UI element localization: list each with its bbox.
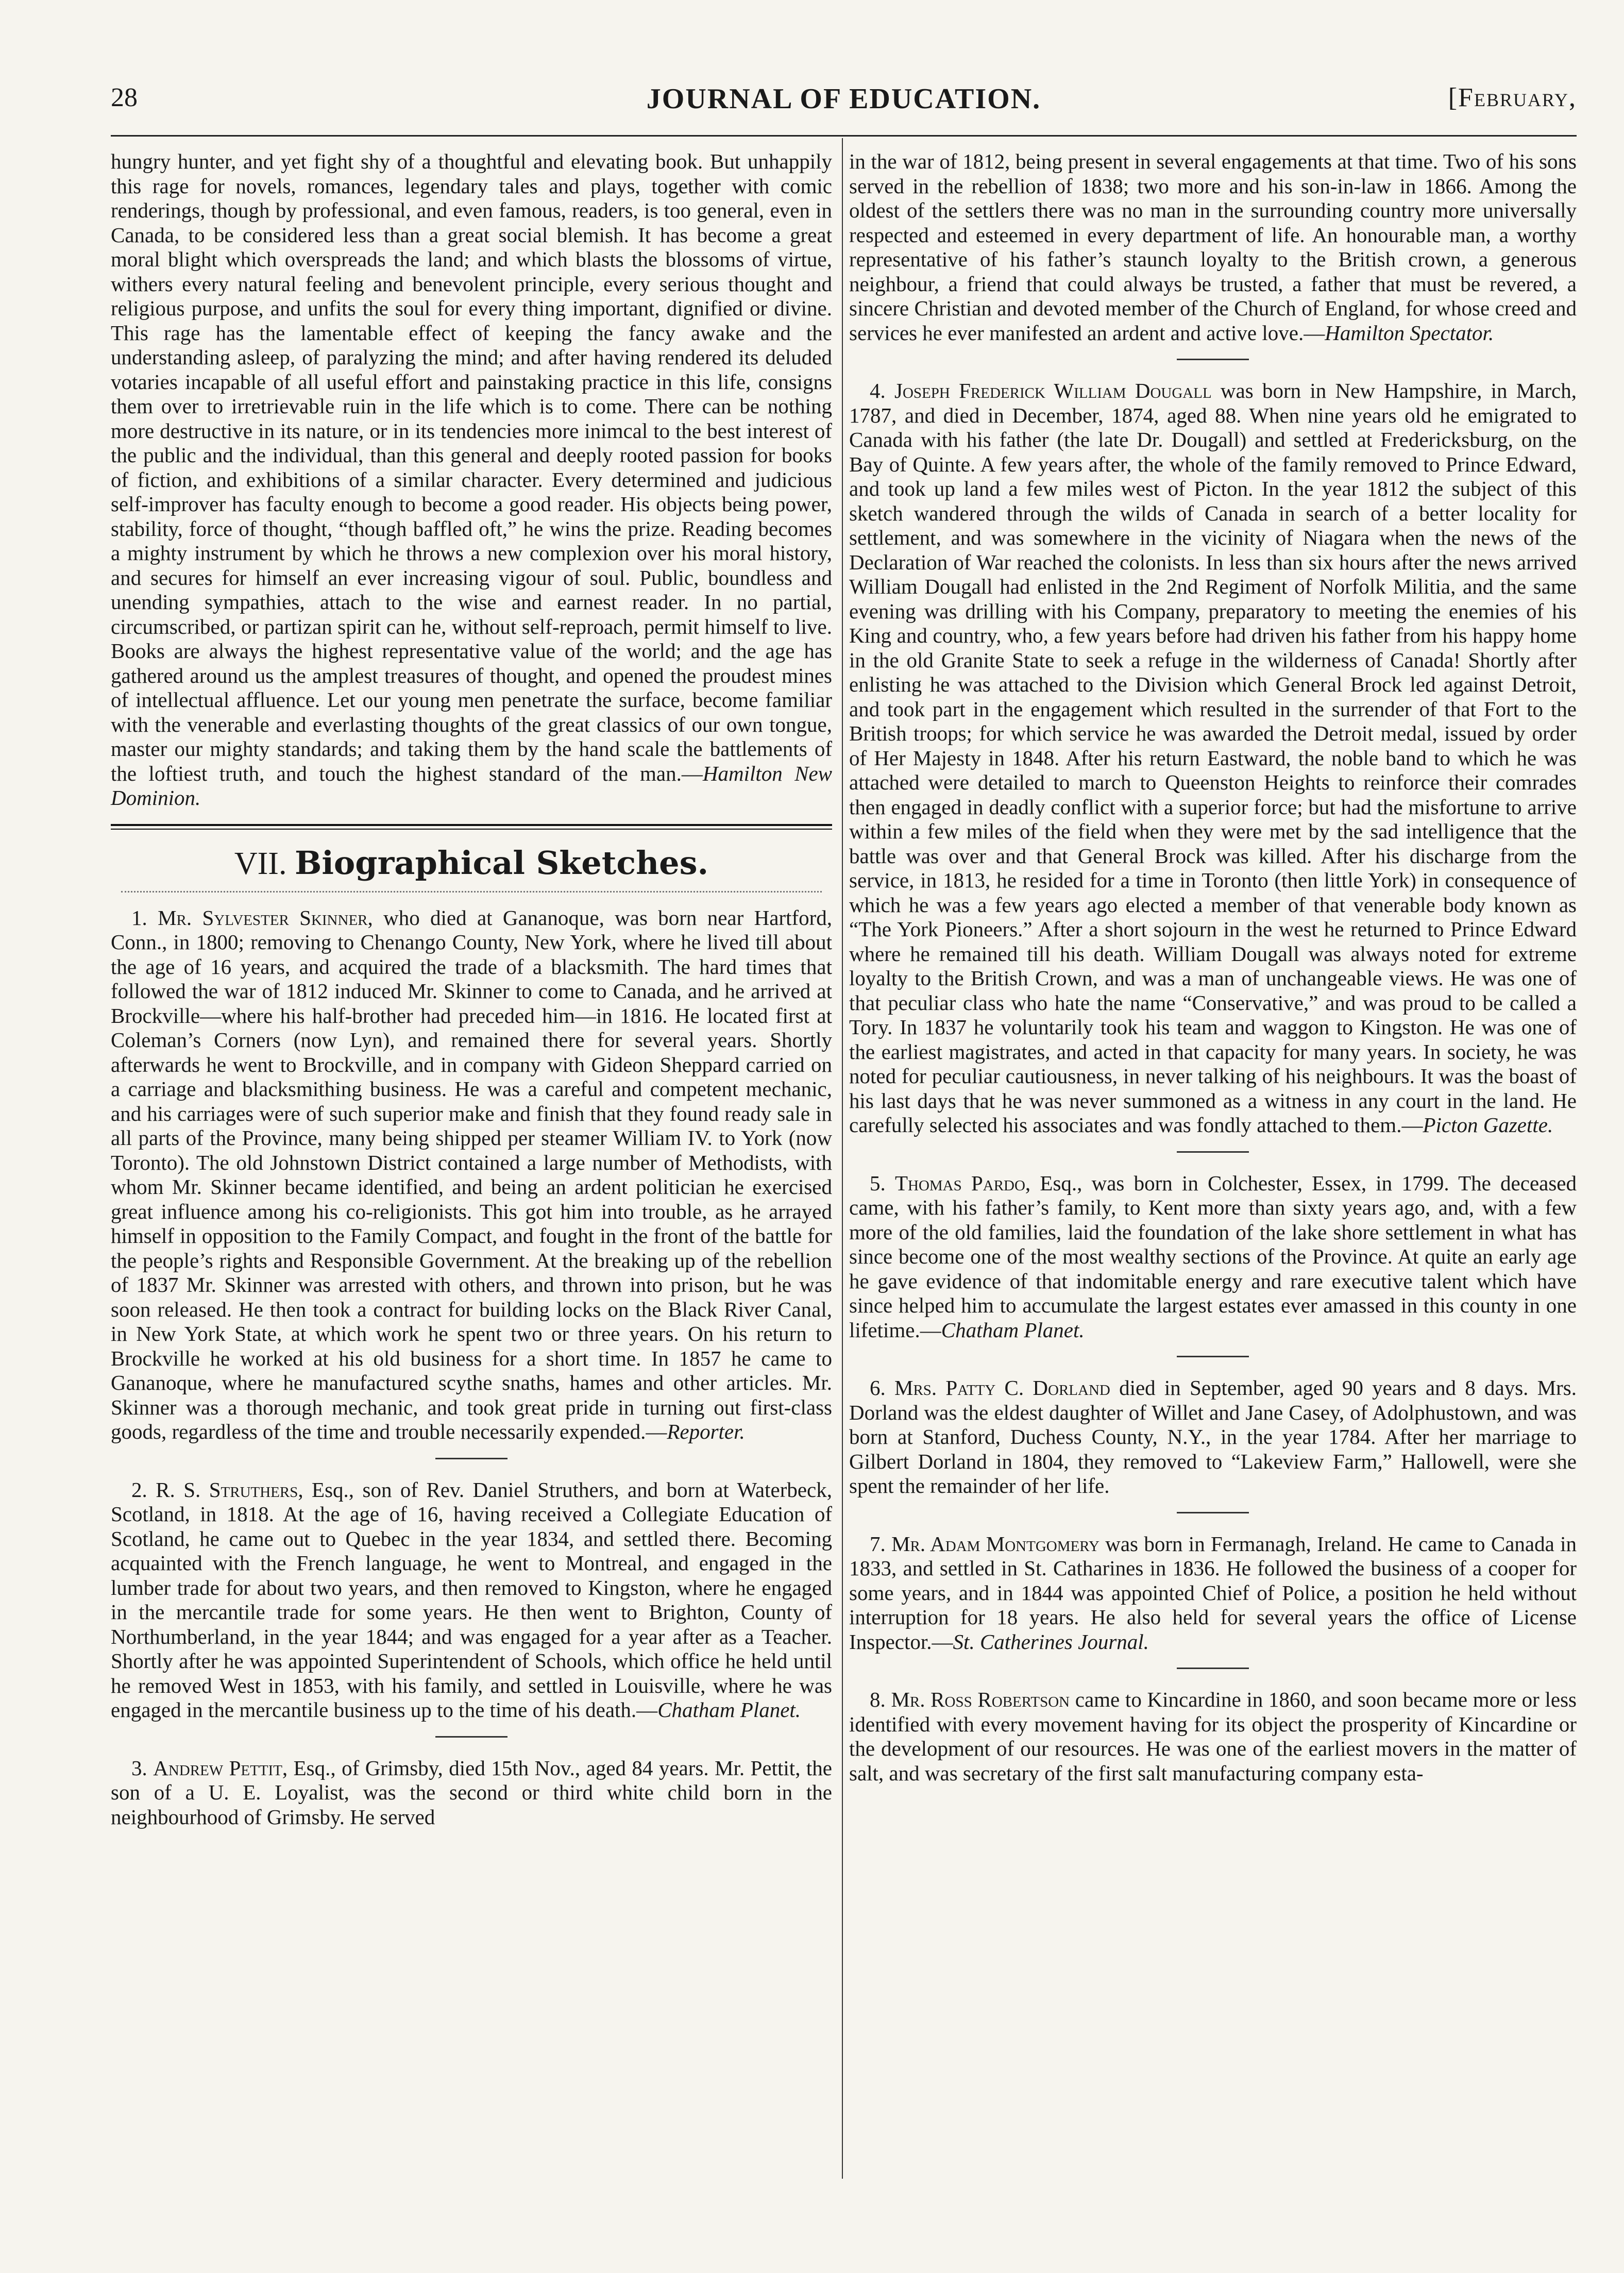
- sketch-name: Thomas Pardo,: [894, 1171, 1031, 1195]
- sketch-source: Picton Gazette.: [1423, 1113, 1553, 1137]
- sketch-name: Andrew Pettit,: [153, 1756, 288, 1780]
- sketch-number: 3.: [131, 1756, 147, 1780]
- sketch-number: 1.: [131, 905, 147, 930]
- header-rule: [111, 135, 1577, 137]
- sketch-source: Hamilton Spectator.: [1325, 321, 1494, 345]
- column-divider: [842, 138, 843, 2179]
- sketch-source: St. Catherines Journal.: [953, 1629, 1149, 1654]
- separator-rule: [1177, 1512, 1249, 1513]
- sketch-text: Esq., of Grimsby, died 15th Nov., aged 84 years. Mr. Pettit, the son of a U. E. Loyalist, was the second or third white child born in the neighbourhood of Grimsby. He served: [111, 1756, 832, 1829]
- separator-rule: [1177, 359, 1249, 360]
- sketch-name: R. S. Struthers,: [156, 1477, 303, 1502]
- separator-rule: [1177, 1356, 1249, 1357]
- sketch-number: 6.: [870, 1376, 886, 1400]
- sketch-text: came to Kincardine in 1860, and soon became more or less identified with every movement having for its object the prosperity of Kincardine or the development of our resources. He was one of the earliest movers in the matter of salt, and was secretary of the first salt manufacturing company esta-: [849, 1688, 1577, 1785]
- sketch-text: Esq., was born in Colchester, Essex, in 1799. The deceased came, with his father’s family, to Kent more than sixty years ago, and, with a few more of the old families, laid the foundation of the lake shore settlement in what has since become one of the most wealthy sections of the Province. At quite an early age he gave evidence of that indomitable energy and rare executive talent which have since helped him to accumulate the largest estates ever amassed in this county in one lifetime.—: [849, 1171, 1577, 1342]
- intro-source: Hamilton New Dominion.: [111, 761, 832, 810]
- journal-title: JOURNAL OF EDUCATION.: [646, 83, 1041, 115]
- sketch-name: Mr. Sylvester Skinner,: [158, 905, 373, 930]
- sketch-2: [111, 1478, 832, 1723]
- section-heading: [111, 845, 832, 882]
- intro-text: hungry hunter, and yet fight shy of a thoughtful and elevating book. But unhappily this rage for novels, romances, legendary tales and plays, together with comic renderings, though by professional, and even famous, readers, is too general, even in Canada, to be considered less than a great social blemish. It has become a great moral blight which overspreads the land; and which blasts the blossoms of virtue, withers every natural feeling and benevolent principle, every serious thought and religious purpose, and unfits the soul for every thing important, dignified or divine. This rage has the lamentable effect of keeping the fancy awake and the understanding asleep, of paralyzing the mind; and after having rendered its deluded votaries incapable of all useful effort and painstaking practice in this life, consigns them over to irretrievable ruin in the life which is to come. There can be nothing more destructive in its nature, or in its tendencies more inimcal to the best interest of the public and the individual, than this general and deeply rooted passion for books of fiction, and exhibitions of a similar character. Every determined and judicious self-improver has faculty enough to become a good reader. His objects being power, stability, force of thought, “though baffled oft,” he wins the prize. Reading becomes a mighty instrument by which he throws a new complexion over his moral history, and secures for himself an ever increasing vigour of soul. Public, boundless and unending sympathies, attach to the wise and earnest reader. In no partial, circumscribed, or partizan spirit can he, without self-reproach, permit himself to live. Books are always the highest representative value of the world; and the age has gathered around us the amplest treasures of thought, and opened the proudest mines of intellectual affluence. Let our young men penetrate the surface, become familiar with the venerable and everlasting thoughts of the great classics of our own tongue, master our mighty standards; and taking them by the hand scale the battlements of the loftiest truth, and touch the highest standard of the man.—: [111, 149, 832, 785]
- sketch-source: Chatham Planet.: [657, 1698, 801, 1722]
- sketch-number: 7.: [870, 1531, 886, 1556]
- right-column: [849, 149, 1577, 1786]
- sketch-1: [111, 906, 832, 1444]
- sketch-7: [849, 1532, 1577, 1655]
- sketch-8: [849, 1688, 1577, 1786]
- sketch-text: who died at Gananoque, was born near Hartford, Conn., in 1800; removing to Chenango County, New York, where he lived till about the age of 16 years, and acquired the trade of a blacksmith. The hard times that followed the war of 1812 induced Mr. Skinner to come to Canada, and he arrived at Brockville—where his half-brother had preceded him—in 1816. He located first at Coleman’s Corners (now Lyn), and remained there for several years. Shortly afterwards he went to Brockville, and in company with Gideon Sheppard carried on a carriage and blacksmithing business. He was a careful and competent mechanic, and his carriages were of such superior make and finish that they found ready sale in all parts of the Province, many being shipped per steamer William IV. to York (now Toronto). The old Johnstown District contained a large number of Methodists, with whom Mr. Skinner became identified, and being an ardent politician he exercised great influence among his co-religionists. This got him into trouble, as he arrayed himself in opposition to the Family Compact, and fought in the front of the battle for the people’s rights and Responsible Government. At the breaking up of the rebellion of 1837 Mr. Skinner was arrested with others, and thrown into prison, but he was soon released. He then took a contract for building locks on the Black River Canal, in New York State, at which work he spent two or three years. On his return to Brockville he worked at his old business for a short time. In 1857 he came to Gananoque, where he manufactured scythe snaths, hames and other articles. Mr. Skinner was a thorough mechanic, and took great pride in turning out first-class goods, regardless of the time and trouble necessarily expended.—: [111, 905, 833, 1443]
- sketch-name: Mrs. Patty C. Dorland: [894, 1376, 1110, 1400]
- sketch-text: died in September, aged 90 years and 8 days. Mrs. Dorland was the eldest daughter of Willet and Jane Casey, of Adolphustown, and was born at Stanford, Duchess County, N.Y., in the year 1784. After her marriage to Gilbert Dorland in 1804, they removed to “Lakeview Farm,” Hallowell, were she spent the remainder of her life.: [849, 1376, 1577, 1497]
- sketch-5: [849, 1171, 1577, 1343]
- sketch-number: 5.: [870, 1171, 886, 1195]
- sketch-number: 2.: [131, 1477, 147, 1502]
- issue-month: [February,: [1448, 83, 1577, 112]
- sketch-text: was born in New Hampshire, in March, 1787, and died in December, 1874, aged 88. When nine years old he emigrated to Canada with his father (the late Dr. Dougall) and settled at Fredericksburg, on the Bay of Quinte. A few years after, the whole of the family removed to Prince Edward, and took up land a few miles west of Picton. In the year 1812 the subject of this sketch wandered through the wilds of Canada in search of a better locality for settlement, and was somewhere in the vicinity of Niagara when the news of the Declaration of War reached the colonists. In less than six hours after the news arrived William Dougall had enlisted in the 2nd Regiment of Norfolk Militia, and the same evening was drilling with his Company, preparatory to meeting the enemies of his King and country, who, a few years before had driven his father from his happy home in the old Granite State to seek a refuge in the wilderness of Canada! Shortly after enlisting he was attached to the Division which General Brock led against Detroit, and took part in the engagement which resulted in the surrender of that Fort to the British troops; for which service he was awarded the Detroit medal, issued by order of Her Majesty in 1848. After his return Eastward, the noble band to which he was attached were detailed to march to Queenston Heights to reinforce their comrades then engaged in deadly conflict with a superior force; but had the misfortune to arrive within a few miles of the field when they were met by the sad intelligence that the battle was over and that General Brock was killed. After his discharge from the service, in 1813, he resided for a time in Toronto (then little York) in consequence of which he was a few years ago elected a member of that venerable body known as “The York Pioneers.” After a short sojourn in the west he returned to Prince Edward where he remained till his death. William Dougall was always noted for extreme loyalty to the British Crown, and was a man of unchangeable views. He was one of that peculiar class who hate the name “Conservative,” and was proud to be called a Tory. In 1837 he voluntarily took his team and waggon to Kingston. He was one of the earliest magistrates, and acted in that capacity for many years. In society, he was noted for peculiar cautiousness, in never talking of his neighbours. It was the boast of his last days that he was never summoned as a witness in any court in the land. He carefully selected his associates and was fondly attached to them.—: [849, 379, 1577, 1137]
- intro-paragraph: [111, 149, 832, 811]
- section-title: Biographical Sketches.: [294, 844, 709, 882]
- sketch-name: Joseph Frederick William Dougall: [894, 379, 1212, 402]
- sketch-text: Esq., son of Rev. Daniel Struthers, and born at Waterbeck, Scotland, in 1818. At the age of 16, having received a Collegiate Education of Scotland, he came out to Quebec in the year 1834, and settled there. Becoming acquainted with the French language, he went to Montreal, and engaged in the lumber trade for about two years, and then removed to Kingston, where he engaged in the mercantile trade for some years. He then went to Brighton, County of Northumberland, in the year 1844; and was engaged for a year after as a Teacher. Shortly after he was appointed Superintendent of Schools, which office he held until he removed West in 1853, with his family, and settled in Louisville, where he was engaged in the mercantile business up to the time of his death.—: [111, 1477, 832, 1722]
- section-ornament: [121, 886, 822, 893]
- sketch-3-continued: [849, 149, 1577, 345]
- sketch-number: 4.: [870, 379, 886, 402]
- sketch-name: Mr. Ross Robertson: [891, 1688, 1070, 1711]
- sketch-6: [849, 1376, 1577, 1499]
- page-number: 28: [111, 83, 138, 112]
- sketch-source: Reporter.: [667, 1420, 745, 1443]
- sketch-text: was born in Fermanagh, Ireland. He came to Canada in 1833, and settled in St. Catharines in 1836. He followed the business of a cooper for some years, and in 1844 was appointed Chief of Police, a position he held without interruption for 18 years. He also held for several years the office of License Inspector.—: [849, 1531, 1577, 1654]
- separator-rule: [435, 1458, 508, 1459]
- separator-rule: [1177, 1151, 1249, 1153]
- section-number: VII.: [234, 846, 287, 881]
- sketch-number: 8.: [870, 1688, 886, 1711]
- sketch-name: Mr. Adam Montgomery: [891, 1531, 1099, 1556]
- sketch-4: [849, 379, 1577, 1138]
- sketch-source: Chatham Planet.: [941, 1318, 1085, 1342]
- separator-rule: [1177, 1668, 1249, 1669]
- sketch-3: [111, 1756, 832, 1830]
- section-rule: [111, 824, 832, 830]
- sketch-text: in the war of 1812, being present in several engagements at that time. Two of his sons served in the rebellion of 1838; two more and his son-in-law in 1866. Among the oldest of the settlers there was no man in the surrounding country more universally respected and esteemed in every department of life. An honourable man, a worthy representative of his father’s staunch loyalty to the British crown, a generous neighbour, a friend that could always be trusted, a father that must be revered, a sincere Christian and devoted member of the Church of England, for whose creed and services he ever manifested an ardent and active love.—: [849, 149, 1577, 345]
- left-column: [111, 149, 832, 1829]
- separator-rule: [435, 1736, 508, 1738]
- page-header: [111, 82, 1577, 124]
